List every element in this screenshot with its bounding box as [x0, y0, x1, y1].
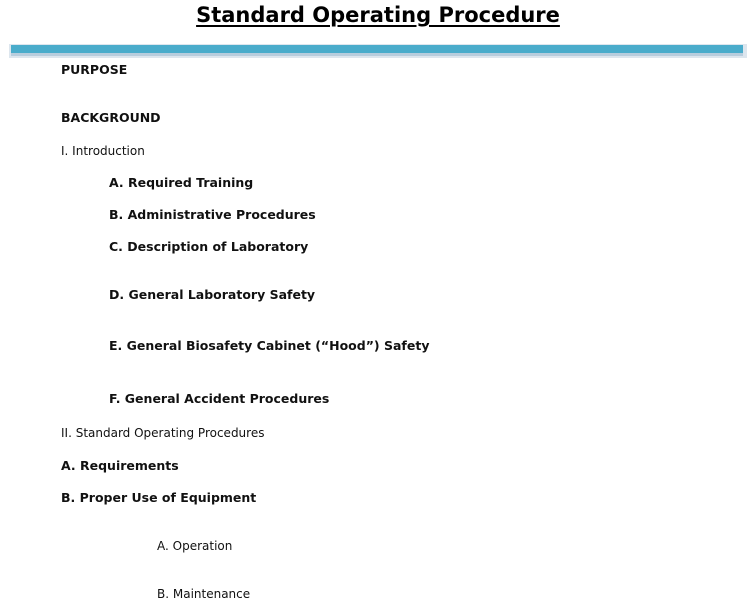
sop-item-requirements: A. Requirements — [61, 458, 179, 473]
sop-item-proper-use-of-equipment: B. Proper Use of Equipment — [61, 490, 257, 505]
heading-purpose: PURPOSE — [61, 62, 128, 77]
section-introduction: I. Introduction — [61, 144, 145, 158]
heading-background: BACKGROUND — [61, 110, 161, 125]
intro-item-administrative-procedures: B. Administrative Procedures — [109, 207, 316, 222]
equipment-item-maintenance: B. Maintenance — [157, 587, 251, 601]
intro-item-general-laboratory-safety: D. General Laboratory Safety — [109, 287, 316, 302]
intro-item-description-of-laboratory: C. Description of Laboratory — [109, 239, 309, 254]
intro-item-biosafety-cabinet-safety: E. General Biosafety Cabinet (“Hood”) Safety — [109, 338, 430, 353]
header-rule-edge — [11, 53, 743, 56]
header-rule — [11, 45, 743, 53]
equipment-item-operation: A. Operation — [157, 539, 233, 553]
document-title: Standard Operating Procedure — [196, 3, 560, 27]
intro-item-required-training: A. Required Training — [109, 175, 254, 190]
intro-item-general-accident-procedures: F. General Accident Procedures — [109, 391, 330, 406]
section-standard-operating-procedures: II. Standard Operating Procedures — [61, 426, 265, 440]
